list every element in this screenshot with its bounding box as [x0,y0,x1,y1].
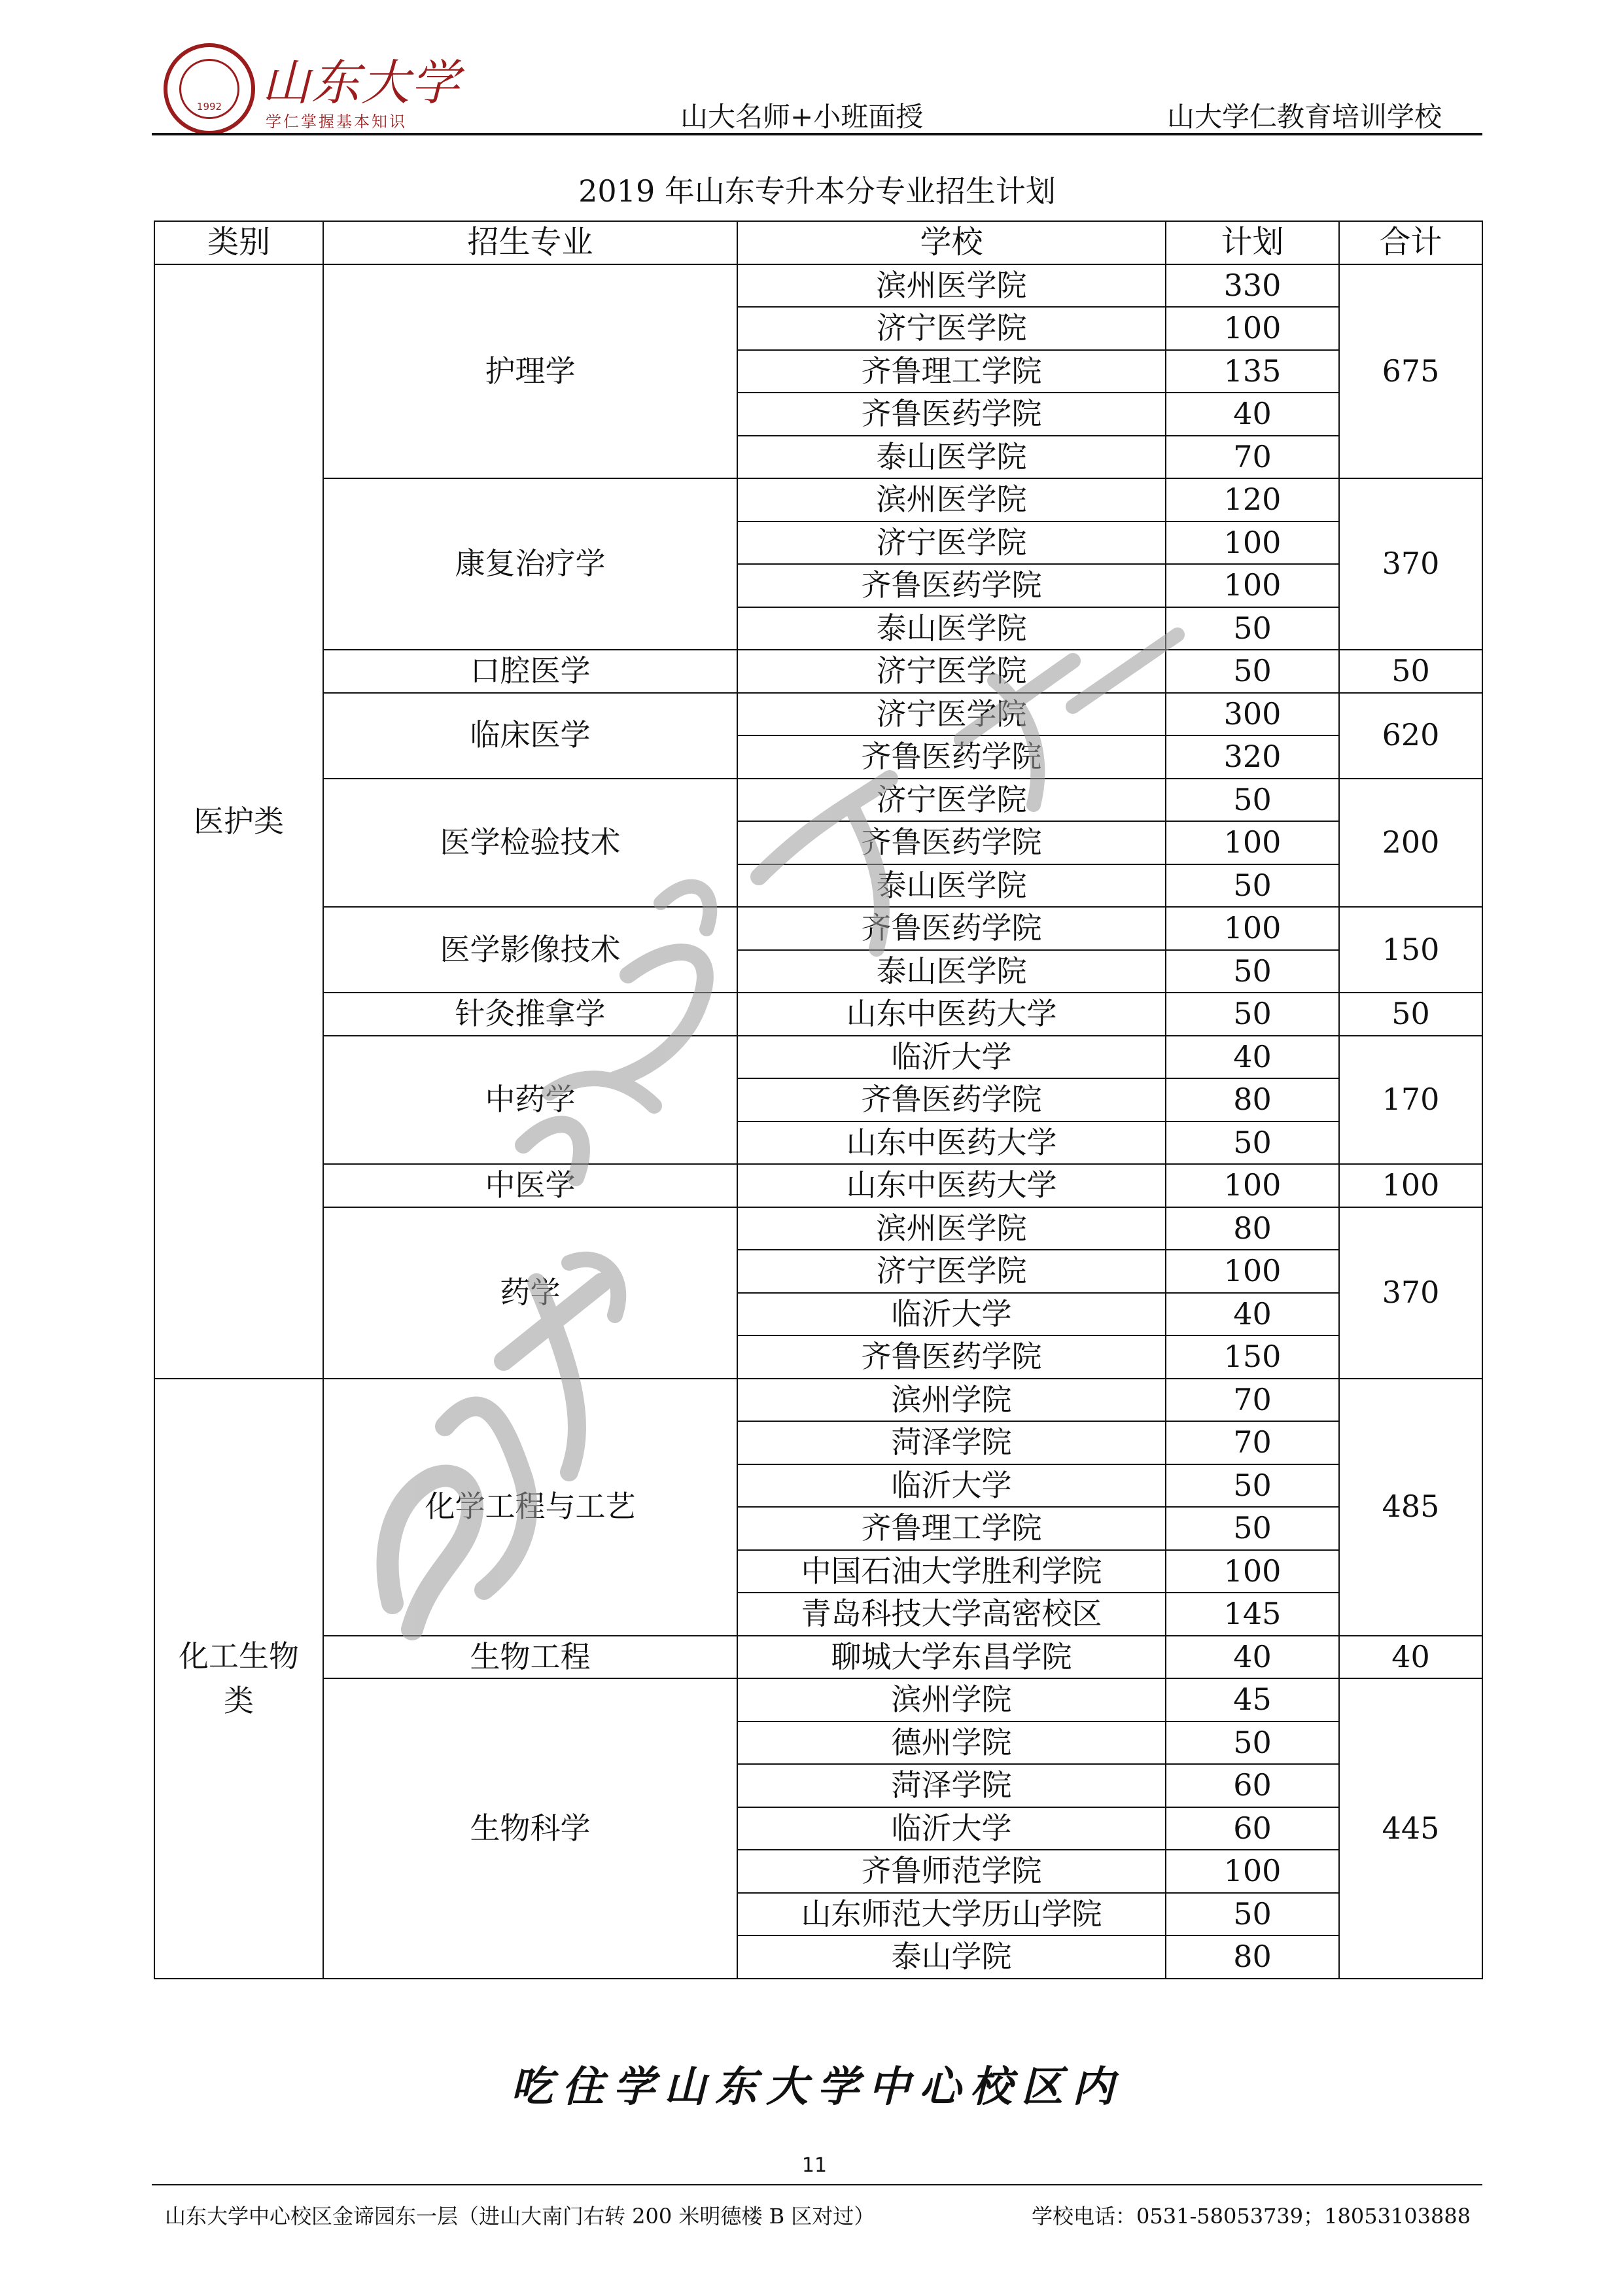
major-cell: 口腔医学 [323,650,737,693]
major-cell: 生物科学 [323,1678,737,1979]
school-cell: 齐鲁医药学院 [737,735,1166,779]
header-right-text: 山大学仁教育培训学校 [1167,101,1442,133]
school-cell: 济宁医学院 [737,1250,1166,1293]
plan-cell: 40 [1166,393,1339,436]
plan-cell: 120 [1166,478,1339,521]
plan-cell: 300 [1166,693,1339,736]
logo-year: 1992 [196,101,222,113]
school-cell: 临沂大学 [737,1464,1166,1508]
table-row [154,1207,1482,1250]
school-cell: 济宁医学院 [737,521,1166,565]
total-cell: 100 [1339,1164,1482,1207]
slogan: 吃住学山东大学中心校区内 [511,2062,1123,2111]
table-row [154,1678,1482,1722]
total-cell: 370 [1339,1207,1482,1379]
school-cell: 齐鲁医药学院 [737,564,1166,607]
plan-cell: 70 [1166,1379,1339,1422]
school-cell: 临沂大学 [737,1036,1166,1079]
footer-divider [152,2184,1482,2185]
school-cell: 泰山医学院 [737,864,1166,908]
plan-cell: 50 [1166,650,1339,693]
total-cell: 40 [1339,1636,1482,1679]
page-number: 11 [801,2154,828,2177]
school-cell: 德州学院 [737,1722,1166,1765]
school-cell: 齐鲁医药学院 [737,1335,1166,1379]
header-category: 类别 [154,221,323,264]
school-cell: 济宁医学院 [737,693,1166,736]
table-row [154,993,1482,1036]
school-cell: 齐鲁理工学院 [737,350,1166,393]
total-cell: 485 [1339,1379,1482,1636]
school-cell: 滨州医学院 [737,478,1166,521]
plan-cell: 70 [1166,436,1339,479]
category-cell: 医护类 [154,264,323,1379]
total-cell: 620 [1339,693,1482,779]
plan-cell: 50 [1166,779,1339,822]
school-logo [164,38,461,136]
major-cell: 临床医学 [323,693,737,779]
school-cell: 齐鲁医药学院 [737,907,1166,950]
footer-phone: 学校电话：0531-58053739；18053103888 [1032,2204,1471,2229]
logo-name: 山东大学 [262,55,461,111]
plan-cell: 70 [1166,1421,1339,1464]
table-row [154,779,1482,822]
school-cell: 山东中医药大学 [737,1122,1166,1165]
school-cell: 济宁医学院 [737,307,1166,350]
plan-cell: 330 [1166,264,1339,308]
major-cell: 中医学 [323,1164,737,1207]
school-cell: 滨州学院 [737,1678,1166,1722]
plan-cell: 150 [1166,1335,1339,1379]
total-cell: 445 [1339,1678,1482,1979]
school-cell: 青岛科技大学高密校区 [737,1593,1166,1636]
school-cell: 齐鲁医药学院 [737,1078,1166,1122]
plan-cell: 100 [1166,821,1339,864]
plan-cell: 100 [1166,1850,1339,1893]
plan-cell: 50 [1166,950,1339,993]
plan-cell: 50 [1166,1893,1339,1936]
table-row [154,1164,1482,1207]
plan-cell: 100 [1166,1164,1339,1207]
plan-cell: 50 [1166,1464,1339,1508]
table-body [154,264,1482,1979]
table-row [154,650,1482,693]
total-cell: 370 [1339,478,1482,650]
category-cell: 化工生物 类 [154,1379,323,1979]
header-divider [152,133,1482,135]
total-cell: 170 [1339,1036,1482,1165]
school-cell: 山东师范大学历山学院 [737,1893,1166,1936]
header-plan: 计划 [1166,221,1339,264]
total-cell: 200 [1339,779,1482,908]
major-cell: 医学检验技术 [323,779,737,908]
plan-cell: 40 [1166,1293,1339,1336]
major-cell: 生物工程 [323,1636,737,1679]
header-center-text: 山大名师+小班面授 [680,101,924,133]
major-cell: 医学影像技术 [323,907,737,993]
header-school: 学校 [737,221,1166,264]
major-cell: 针灸推拿学 [323,993,737,1036]
plan-cell: 100 [1166,907,1339,950]
footer-address: 山东大学中心校区金谛园东一层（进山大南门右转 200 米明德楼 B 区对过） [165,2204,875,2229]
school-cell: 滨州学院 [737,1379,1166,1422]
header-total: 合计 [1339,221,1482,264]
plan-cell: 50 [1166,1122,1339,1165]
plan-cell: 80 [1166,1207,1339,1250]
school-cell: 滨州医学院 [737,264,1166,308]
plan-cell: 40 [1166,1636,1339,1679]
header-major: 招生专业 [323,221,737,264]
total-cell: 50 [1339,650,1482,693]
school-cell: 山东中医药大学 [737,993,1166,1036]
major-cell: 康复治疗学 [323,478,737,650]
plan-cell: 50 [1166,607,1339,650]
plan-cell: 50 [1166,1507,1339,1550]
school-cell: 泰山医学院 [737,950,1166,993]
major-cell: 中药学 [323,1036,737,1165]
plan-cell: 50 [1166,864,1339,908]
plan-cell: 135 [1166,350,1339,393]
logo-motto: 学仁掌握基本知识 [266,113,407,131]
enrollment-plan-table [154,221,1483,1979]
logo-seal-icon [164,43,255,135]
school-cell: 齐鲁医药学院 [737,393,1166,436]
table-row [154,1379,1482,1422]
school-cell: 泰山医学院 [737,436,1166,479]
school-cell: 齐鲁师范学院 [737,1850,1166,1893]
major-cell: 化学工程与工艺 [323,1379,737,1636]
school-cell: 临沂大学 [737,1293,1166,1336]
plan-cell: 320 [1166,735,1339,779]
school-cell: 泰山医学院 [737,607,1166,650]
plan-cell: 50 [1166,993,1339,1036]
plan-cell: 45 [1166,1678,1339,1722]
school-cell: 山东中医药大学 [737,1164,1166,1207]
plan-cell: 80 [1166,1078,1339,1122]
table-row [154,1636,1482,1679]
plan-cell: 60 [1166,1807,1339,1850]
plan-cell: 100 [1166,307,1339,350]
plan-cell: 60 [1166,1764,1339,1807]
total-cell: 50 [1339,993,1482,1036]
total-cell: 150 [1339,907,1482,993]
table-row [154,264,1482,308]
school-cell: 中国石油大学胜利学院 [737,1550,1166,1593]
school-cell: 济宁医学院 [737,650,1166,693]
school-cell: 济宁医学院 [737,779,1166,822]
school-cell: 临沂大学 [737,1807,1166,1850]
plan-cell: 100 [1166,564,1339,607]
school-cell: 菏泽学院 [737,1421,1166,1464]
table-row [154,907,1482,950]
school-cell: 菏泽学院 [737,1764,1166,1807]
plan-cell: 100 [1166,521,1339,565]
school-cell: 齐鲁理工学院 [737,1507,1166,1550]
total-cell: 675 [1339,264,1482,479]
plan-cell: 50 [1166,1722,1339,1765]
table-header-row [154,221,1482,264]
plan-cell: 145 [1166,1593,1339,1636]
table-row [154,693,1482,736]
school-cell: 滨州医学院 [737,1207,1166,1250]
school-cell: 聊城大学东昌学院 [737,1636,1166,1679]
plan-cell: 100 [1166,1250,1339,1293]
plan-cell: 100 [1166,1550,1339,1593]
table-row [154,478,1482,521]
school-cell: 齐鲁医药学院 [737,821,1166,864]
major-cell: 护理学 [323,264,737,479]
table-row [154,1036,1482,1079]
page-title: 2019 年山东专升本分专业招生计划 [578,173,1056,209]
plan-cell: 40 [1166,1036,1339,1079]
major-cell: 药学 [323,1207,737,1379]
school-cell: 泰山学院 [737,1935,1166,1979]
plan-cell: 80 [1166,1935,1339,1979]
